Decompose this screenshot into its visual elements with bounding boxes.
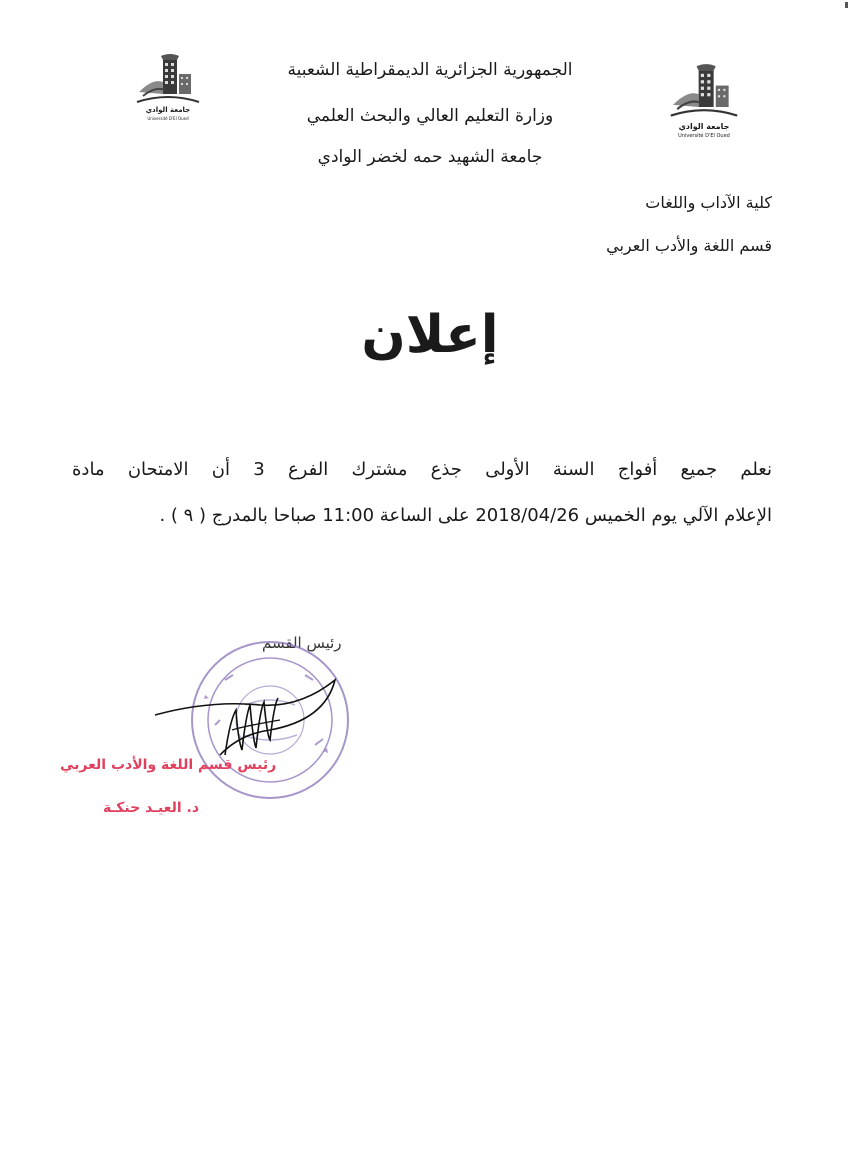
university-logo-right	[666, 62, 742, 142]
faculty-name: كلية الآداب واللغات	[645, 193, 772, 212]
announcement-line-2: الإعلام الآلي يوم الخميس 2018/04/26 على الساعة 11:00 صباحا بالمدرج ( ٩ ) .	[159, 505, 772, 526]
university-logo-left	[133, 52, 203, 122]
logo-caption-fr: Université D'El Oued	[678, 133, 730, 139]
announcement-line-1: نعلم جميع أفواج السنة الأولى جذع مشترك الفرع 3 أن الامتحان مادة	[72, 459, 772, 480]
university-building-icon	[133, 52, 203, 108]
header-republic: الجمهورية الجزائرية الديمقراطية الشعبية	[287, 60, 573, 80]
logo-caption-fr: Université D'El Oued	[147, 116, 189, 121]
university-building-icon	[666, 62, 742, 122]
stamp-title: رئيس قسم اللغة والأدب العربي	[60, 757, 277, 773]
signature-role: رئيس القسم	[262, 634, 342, 652]
header-university: جامعة الشهيد حمه لخضر الوادي	[317, 147, 543, 167]
header-ministry: وزارة التعليم العالي والبحث العلمي	[306, 106, 554, 126]
stamp-name: د. العيـد حنكـة	[103, 800, 200, 816]
handwritten-signature	[150, 660, 350, 770]
announcement-title: إعلان	[361, 305, 499, 365]
logo-caption-ar: جامعة الوادي	[145, 106, 191, 114]
logo-caption-ar: جامعة الوادي	[678, 122, 730, 131]
corner-mark-top-right	[845, 2, 848, 8]
department-name: قسم اللغة والأدب العربي	[606, 236, 772, 255]
